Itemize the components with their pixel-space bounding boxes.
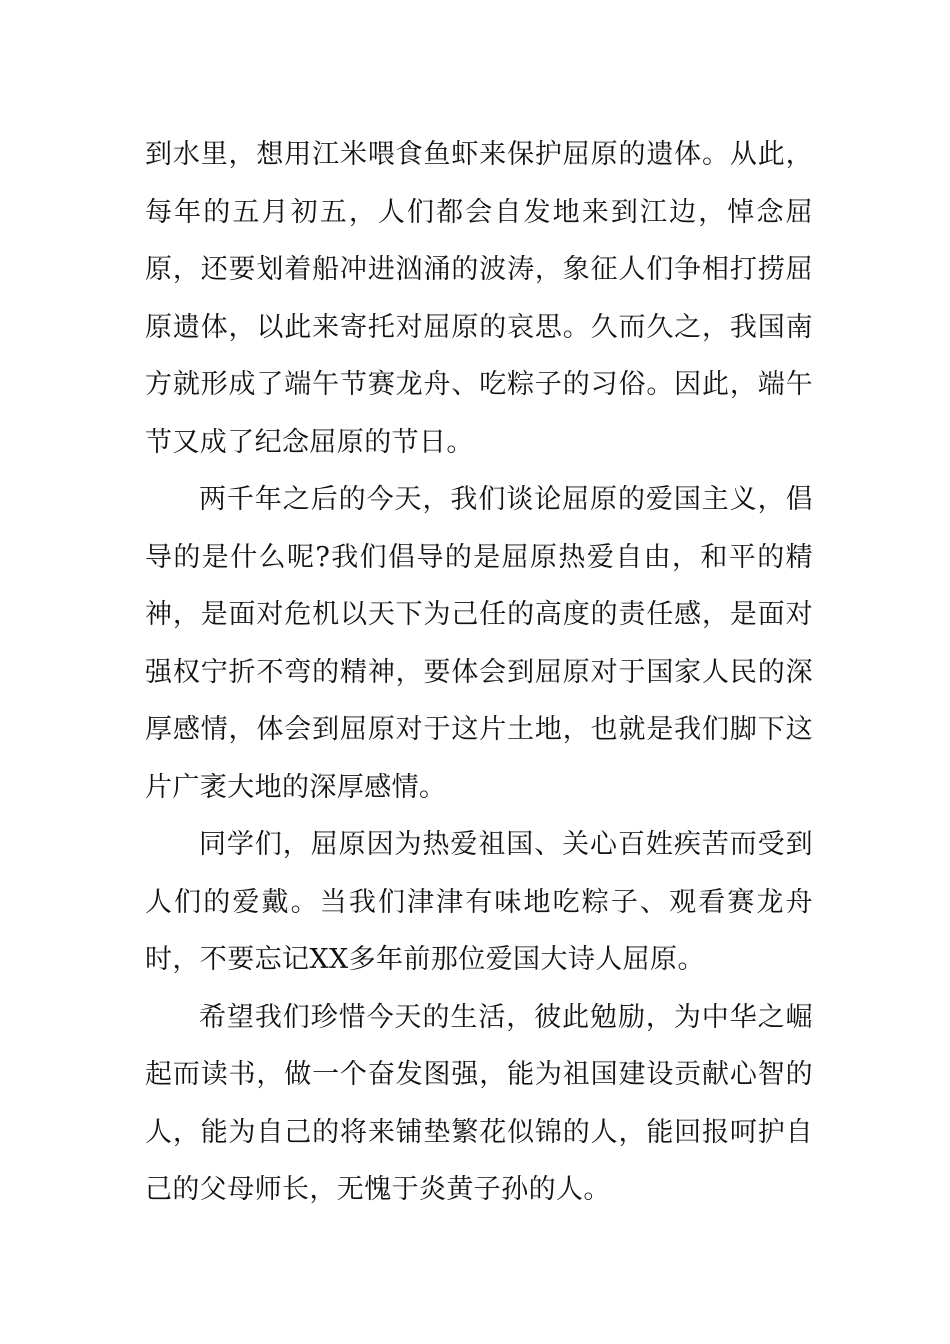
paragraph-3: 同学们，屈原因为热爱祖国、关心百姓疾苦而受到人们的爱戴。当我们津津有味地吃粽子、观看赛龙舟时，不要忘记XX多年前那位爱国大诗人屈原。 [145,829,813,975]
paragraph-1: 到水里，想用江米喂食鱼虾来保护屈原的遗体。从此，每年的五月初五，人们都会自发地来到江边，悼念屈原，还要划着船冲进汹涌的波涛，象征人们争相打捞屈原遗体，以此来寄托对屈原的哀思。久而久之，我国南方就形成了端午节赛龙舟、吃粽子的习俗。因此，端午节又成了纪念屈原的节日。 [145,139,813,458]
paragraph-2: 两千年之后的今天，我们谈论屈原的爱国主义，倡导的是什么呢?我们倡导的是屈原热爱自由，和平的精神，是面对危机以天下为己任的高度的责任感，是面对强权宁折不弯的精神，要体会到屈原对于国家人民的深厚感情，体会到屈原对于这片土地，也就是我们脚下这片广袤大地的深厚感情。 [145,484,813,803]
document-body [145,126,813,1219]
paragraph-4: 希望我们珍惜今天的生活，彼此勉励，为中华之崛起而读书，做一个奋发图强，能为祖国建设贡献心智的人，能为自己的将来铺垫繁花似锦的人，能回报呵护自己的父母师长，无愧于炎黄子孙的人。 [145,1001,813,1205]
